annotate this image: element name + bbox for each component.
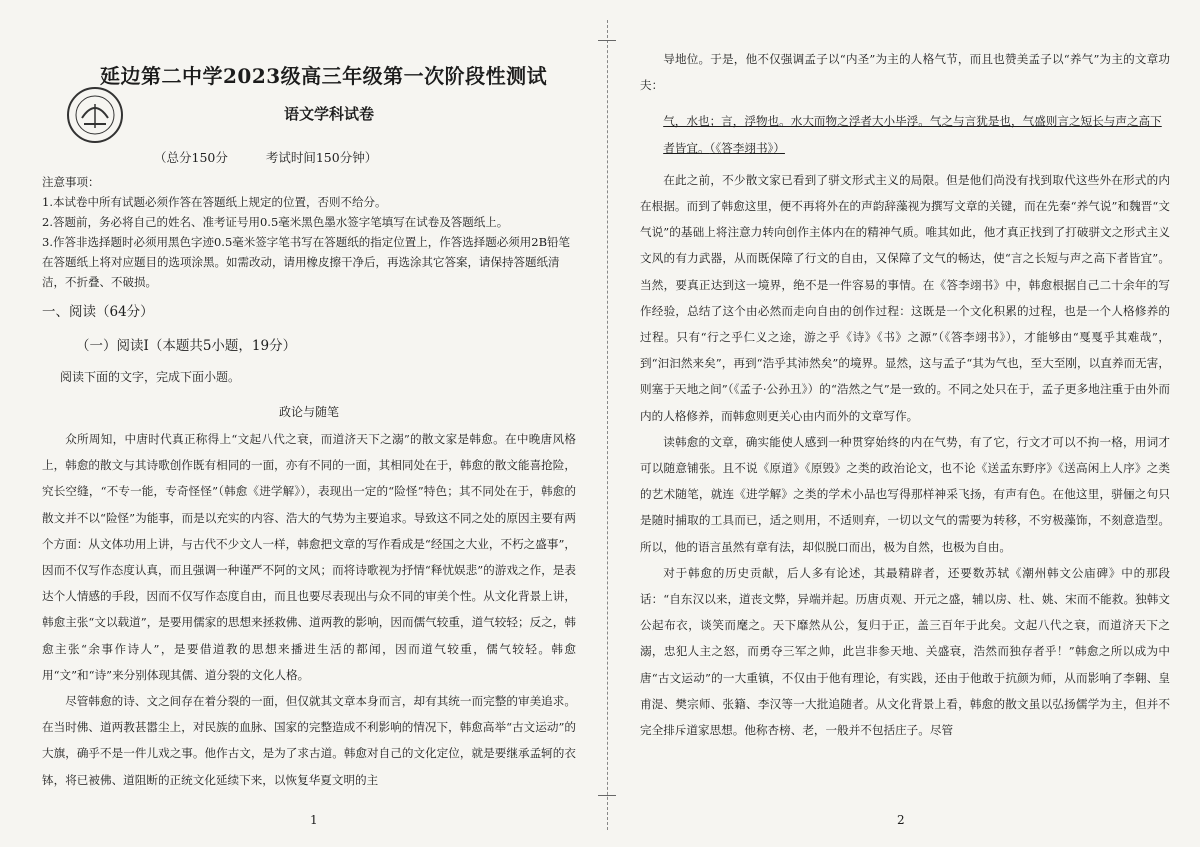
essay-paragraph: 在此之前，不少散文家已看到了骈文形式主义的局限。但是他们尚没有找到取代这些外在形式的内在根据。而到了韩愈这里，便不再将外在的声韵辞藻视为撰写文章的关键，而在先秦“养气说”和魏晋“文气说”的基础上将注意力转向创作主体内在的精神气质。唯其如此，他才真正找到了打破骈文之形式主义文风的有力武器，从而既保障了行文的自由，又保障了文气的畅达，使“言之长短与声之高下者皆宜”。当然，要真正达到这一境界，绝不是一件容易的事情。在《答李翊书》中，韩愈根据自己二十余年的写作经验，总结了这个由必然而走向自由的创作过程：这既是一个文化积累的过程，也是一个人格修养的过程。只有“行之乎仁义之途，游之乎《诗》《书》之源”（《答李翊书》），才能够由“戛戛乎其难哉”，到“汩汩然来矣”，再到“浩乎其沛然矣”的境界。显然，这与孟子“其为气也，至大至刚，以直养而无害，则塞于天地之间”（《孟子·公孙丑》）的“浩然之气”是一致的。不同之处只在于，孟子更多地注重于由外而内的人格修养，而韩愈则更关心由内而外的文章写作。 bbox=[640, 172, 1170, 423]
essay-paragraph: 众所周知，中唐时代真正称得上“文起八代之衰，而道济天下之溺”的散文家是韩愈。在中晚唐风格上，韩愈的散文与其诗歌创作既有相同的一面，亦有不同的一面，其相同处在于，韩愈的散文能喜抢险，究长空缝，“不专一能，专奇怪怪”（韩愈《进学解》），表现出一定的“险怪”特色；其不同处在于，韩愈的散文并不以“险怪”为能事，而是以充实的内容、浩大的气势为主要追求。导致这不同之处的原因主要有两个方面：从文体功用上讲，与古代不少文人一样，韩愈把文章的写作看成是“经国之大业，不朽之盛事”，因而不仅写作态度认真，而且强调一种谨严不阿的文风；而将诗歌视为抒情“释忧娱悲”的游戏之作，是表达个人情感的手段，因而不仅写作态度自由，而且也要尽表现出与众不同的审美个性。从文化背景上讲，韩愈主张“文以载道”，是要用儒家的思想来拯救佛、道两教的影响，因而儒气较重，道气较轻；反之，韩愈主张“余事作诗人”，是要借道教的思想来播进生活的都闻，因而道气较重，儒气较轻。韩愈用“文”和“诗”来分别体现其儒、道分裂的文化人格。 bbox=[42, 432, 576, 682]
exam-notes bbox=[42, 172, 576, 292]
page-2 bbox=[612, 0, 1200, 847]
subsection-heading: （一）阅读Ⅰ（本题共5小题，19分） bbox=[76, 338, 297, 354]
section-heading: 一、阅读（64分） bbox=[42, 304, 154, 320]
notes-heading: 注意事项： bbox=[42, 175, 100, 189]
quote-text: 气，水也；言，浮物也。水大而物之浮者大小毕浮。气之与言犹是也，气盛则言之短长与声之高下者皆宜。 bbox=[663, 114, 1162, 155]
exam-title: 延边第二中学2023级高三年级第一次阶段性测试 bbox=[100, 64, 548, 88]
quote-source: （《答李翊书》） bbox=[709, 140, 785, 155]
page-number: 2 bbox=[897, 813, 905, 827]
essay-paragraph: 导地位。于是，他不仅强调孟子以“内圣”为主的人格气节，而且也赞美孟子以“养气”为主的文章功夫： bbox=[640, 52, 1170, 93]
note-item: 1.本试卷中所有试题必须作答在答题纸上规定的位置，否则不给分。 bbox=[42, 195, 387, 209]
essay-title: 政论与随笔 bbox=[278, 405, 339, 419]
page-number: 1 bbox=[310, 813, 318, 827]
exam-meta bbox=[154, 148, 576, 166]
essay-paragraph: 读韩愈的文章，确实能使人感到一种贯穿始终的内在气势，有了它，行文才可以不拘一格，用词才可以随意铺张。且不说《原道》《原毁》之类的政治论文，也不论《送孟东野序》《送高闲上人序》之类的艺术随笔，就连《进学解》之类的学术小品也写得那样神采飞扬，有声有色。在他这里，骈俪之句只是随时捕取的工具而已，适之则用，不适则弃，一切以文气的需要为转移，不穷极藻饰，不刻意造型。所以，他的语言虽然有章有法，却似脱口而出，极为自然，也极为自由。 bbox=[640, 434, 1170, 554]
exam-time: 考试时间150分钟） bbox=[265, 150, 378, 165]
subject-subtitle: 语文学科试卷 bbox=[283, 105, 374, 123]
reading-instruction: 阅读下面的文字，完成下面小题。 bbox=[60, 370, 241, 384]
note-item: 2.答题前，务必将自己的姓名、准考证号用0.5毫米黑色墨水签字笔填写在试卷及答题纸上。 bbox=[42, 215, 509, 229]
essay-paragraph: 尽管韩愈的诗、文之间存在着分裂的一面，但仅就其文章本身而言，却有其统一而完整的审美追求。在当时佛、道两教甚嚣尘上，对民族的血脉、国家的完整造成不利影响的情况下，韩愈高举“古文运动”的大旗，确乎不是一件儿戏之事。他作古文，是为了求古道。韩愈对自己的文化定位，就是要继承孟轲的衣钵，将已被佛、道阻断的正统文化延续下来，以恢复华夏文明的主 bbox=[42, 694, 576, 787]
total-score: （总分150分 bbox=[154, 150, 228, 165]
school-logo-icon bbox=[64, 84, 126, 146]
essay-paragraph: 对于韩愈的历史贡献，后人多有论述，其最精辟者，还要数苏轼《潮州韩文公庙碑》中的那段话：“自东汉以来，道丧文弊，异端并起。历唐贞观、开元之盛，辅以房、杜、姚、宋而不能救。独韩文公起布衣，谈笑而麾之。天下靡然从公，复归于正，盖三百年于此矣。文起八代之衰，而道济天下之溺，忠犯人主之怒，而勇夺三军之帅，此岂非参天地、关盛衰，浩然而独存者乎！”韩愈之所以成为中唐“古文运动”的一大重镇，不仅由于他有理论，有实践，还由于他敢于抗颜为师，从而影响了李翱、皇甫湜、樊宗师、张籍、李汉等一大批追随者。从文化背景上看，韩愈的散文虽以弘扬儒学为主，但并不完全排斥道家思想。他称杏榜、老，一般并不包括庄子。尽管 bbox=[640, 565, 1170, 738]
note-item: 3.作答非选择题时必须用黑色字迹0.5毫米签字笔书写在答题纸的指定位置上，作答选择题必须用2B铅笔在答题纸上将对应题目的选项涂黑。如需改动，请用橡皮擦干净后，再选涂其它答案，请保持答题纸清洁，不折叠、不破损。 bbox=[42, 235, 571, 289]
essay-quote bbox=[663, 108, 1170, 160]
page-divider bbox=[607, 20, 609, 830]
